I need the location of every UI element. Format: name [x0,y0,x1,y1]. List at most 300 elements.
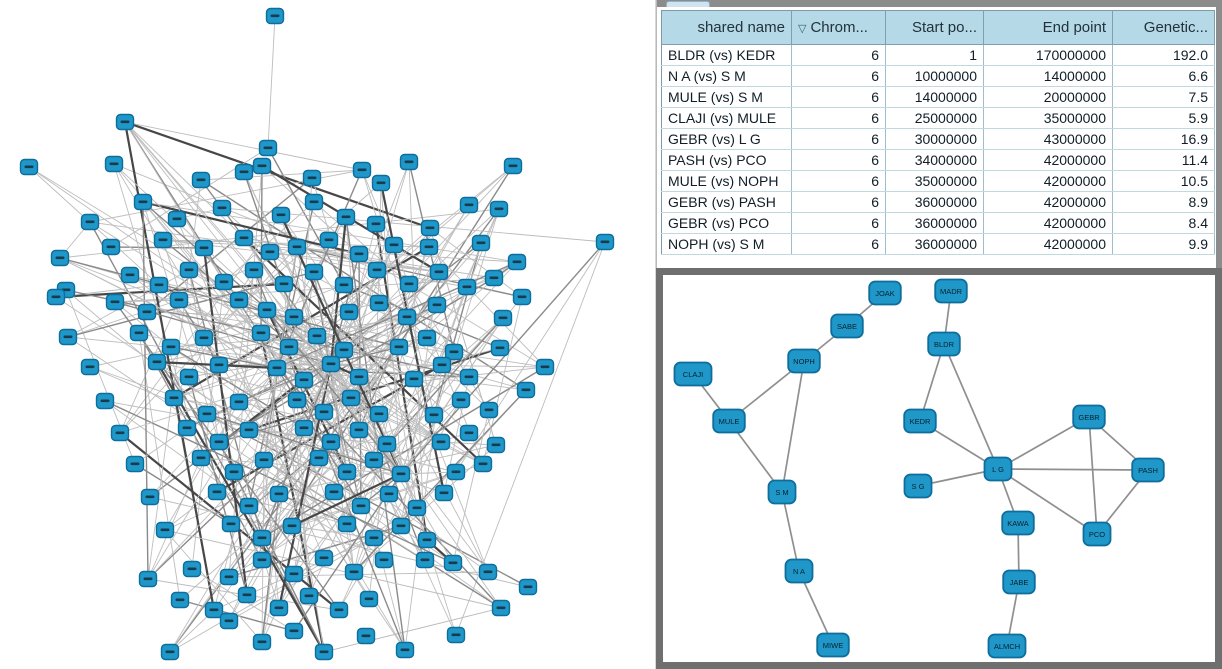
network-node[interactable] [163,340,180,355]
network-node[interactable] [306,195,323,210]
table-cell: GEBR (vs) L G [662,129,792,150]
column-header-chromosome[interactable] [792,11,886,45]
table-row[interactable] [662,171,1215,192]
network-node[interactable] [475,457,492,472]
network-node[interactable] [331,603,348,618]
network-node[interactable] [286,624,303,639]
network-node[interactable] [226,465,243,480]
column-header-end-point[interactable] [984,11,1113,45]
node-label-smudge [335,609,344,612]
network-node[interactable] [106,157,123,172]
network-node[interactable] [284,519,301,534]
network-node[interactable] [368,217,385,232]
network-node[interactable] [421,240,438,255]
network-node-noph[interactable] [788,350,820,373]
network-node[interactable] [386,238,403,253]
network-node[interactable] [236,165,253,180]
table-panel-tab[interactable] [666,1,710,7]
network-node-claji[interactable] [675,363,712,386]
network-node[interactable] [397,643,414,658]
network-node[interactable] [309,329,326,344]
node-label-smudge [300,427,309,430]
network-node-bldr[interactable] [928,333,960,356]
network-node[interactable] [122,268,139,283]
network-node[interactable] [488,438,505,453]
node-label-smudge [383,443,392,446]
network-node[interactable] [211,435,228,450]
network-node[interactable] [196,241,213,256]
network-node[interactable] [326,485,343,500]
network-node[interactable] [481,403,498,418]
node-label-smudge [107,246,116,249]
network-node[interactable] [21,160,38,175]
network-node[interactable] [338,210,355,225]
table-row[interactable] [662,108,1215,129]
network-node[interactable] [231,395,248,410]
node-label-smudge [225,620,234,623]
network-node[interactable] [393,467,410,482]
network-edge [268,16,275,148]
network-node[interactable] [505,159,522,174]
network-node[interactable] [254,635,271,650]
node-label-smudge [362,635,371,638]
network-node[interactable] [351,247,368,262]
node-label-smudge [25,166,34,169]
network-node[interactable] [336,343,353,358]
network-node[interactable] [199,407,216,422]
column-header-shared-name[interactable] [662,11,792,45]
network-node[interactable] [273,208,290,223]
network-node[interactable] [461,426,478,441]
network-node[interactable] [406,372,423,387]
subnetwork-panel[interactable] [656,268,1222,669]
node-label: JOAK [875,288,895,298]
node-label-smudge [372,223,381,226]
network-node[interactable] [262,245,279,260]
network-node-joak[interactable] [869,282,901,305]
table-cell: 5.9 [1113,108,1215,129]
network-node-gebr[interactable] [1073,406,1105,429]
network-node[interactable] [409,501,426,516]
network-node[interactable] [401,155,418,170]
table-row[interactable] [662,66,1215,87]
network-node[interactable] [366,453,383,468]
network-node[interactable] [221,614,238,629]
network-node[interactable] [112,426,129,441]
table-row[interactable] [662,87,1215,108]
network-edge-GEBR-PCO [1089,417,1097,534]
network-node[interactable] [434,358,451,373]
filter-icon[interactable]: ▽ [798,23,807,35]
node-label-smudge [227,523,236,526]
network-node[interactable] [296,373,313,388]
node-label-smudge [477,242,486,245]
network-edge-NOPH-SM [782,361,804,492]
node-label-smudge [522,389,531,392]
edge-attribute-table [661,10,1215,255]
network-node[interactable] [52,251,69,266]
network-node[interactable] [271,601,288,616]
table-row[interactable] [662,150,1215,171]
node-label-smudge [218,207,227,210]
network-node[interactable] [393,519,410,534]
network-node[interactable] [354,163,371,178]
node-label-smudge [213,491,222,494]
network-node[interactable] [339,517,356,532]
network-node[interactable] [155,233,172,248]
network-node[interactable] [492,341,509,356]
network-node[interactable] [223,517,240,532]
network-node[interactable] [172,593,189,608]
network-node[interactable] [181,263,198,278]
network-node[interactable] [316,645,333,660]
network-node[interactable] [209,485,226,500]
network-node[interactable] [48,290,65,305]
node-label-smudge [342,216,351,219]
network-node-n-a[interactable] [786,560,813,583]
table-cell: 6 [792,129,886,150]
network-node[interactable] [422,221,439,236]
network-node[interactable] [254,531,271,546]
network-node[interactable] [371,296,388,311]
network-node[interactable] [461,198,478,213]
network-node-kawa[interactable] [1002,512,1034,535]
node-label-smudge [403,316,412,319]
network-node[interactable] [281,340,298,355]
table-cell: 1 [886,45,984,66]
node-label-smudge [159,239,168,242]
table-cell: 14000000 [886,87,984,108]
network-node[interactable] [493,601,510,616]
node-label-smudge [513,261,522,264]
node-label-smudge [405,161,414,164]
node-label-smudge [497,607,506,610]
table-cell: 36000000 [886,213,984,234]
network-node-jabe[interactable] [1003,571,1035,594]
network-node[interactable] [286,567,303,582]
network-node[interactable] [140,572,157,587]
node-label-smudge [390,244,399,247]
network-node[interactable] [321,233,338,248]
node-label-smudge [377,182,386,185]
network-node[interactable] [445,556,462,571]
network-node[interactable] [343,391,360,406]
network-node[interactable] [151,278,168,293]
network-node[interactable] [169,212,186,227]
network-node[interactable] [271,487,288,502]
table-cell: 6 [792,45,886,66]
table-row[interactable] [662,129,1215,150]
network-node[interactable] [448,465,465,480]
network-node[interactable] [241,423,258,438]
node-label-smudge [257,332,266,335]
network-node[interactable] [254,553,271,568]
network-node[interactable] [246,263,263,278]
network-node[interactable] [276,277,293,292]
network-node[interactable] [253,326,270,341]
table-row[interactable] [662,192,1215,213]
node-label: KEDR [909,416,931,426]
network-node[interactable] [480,565,497,580]
network-node[interactable] [157,523,174,538]
node-label-smudge [315,457,324,460]
network-node[interactable] [193,173,210,188]
node-label-smudge [264,147,273,150]
network-node[interactable] [60,330,77,345]
column-label: Chrom... [810,19,868,36]
network-node[interactable] [597,235,614,250]
network-node[interactable] [419,331,436,346]
node-label-smudge [155,284,164,287]
network-node[interactable] [254,159,271,174]
network-node-madr[interactable] [935,280,967,303]
node-label-smudge [385,493,394,496]
table-row[interactable] [662,45,1215,66]
network-node[interactable] [453,393,470,408]
network-node[interactable] [259,303,276,318]
node-label-smudge [452,471,461,474]
node-label-smudge [320,557,329,560]
node-label: MIWE [822,640,844,650]
network-node[interactable] [117,115,134,130]
network-node[interactable] [433,435,450,450]
network-node[interactable] [381,487,398,502]
network-node[interactable] [391,340,408,355]
network-node[interactable] [373,176,390,191]
node-label-smudge [541,366,550,369]
network-node[interactable] [214,201,231,216]
network-node[interactable] [166,391,183,406]
node-label-smudge [310,201,319,204]
network-node[interactable] [323,435,340,450]
node-label-smudge [288,525,297,528]
network-node[interactable] [495,311,512,326]
node-label: CLAJI [682,369,704,379]
node-label-smudge [492,444,501,447]
network-node[interactable] [82,215,99,230]
node-label: PCO [1088,529,1106,539]
network-node-pash[interactable] [1132,459,1164,482]
network-node[interactable] [260,141,277,156]
node-label-smudge [423,337,432,340]
network-node[interactable] [518,383,535,398]
table-header-row [662,11,1215,45]
node-label-smudge [485,409,494,412]
network-node[interactable] [316,551,333,566]
table-cell: 42000000 [984,150,1113,171]
node-label: MADR [939,286,963,296]
network-node[interactable] [211,358,228,373]
network-node[interactable] [149,355,166,370]
table-cell: 36000000 [886,192,984,213]
network-node[interactable] [236,231,253,246]
network-node[interactable] [399,310,416,325]
table-cell: 35000000 [984,108,1113,129]
network-node[interactable] [323,357,340,372]
table-panel-frame-top [657,0,1222,7]
node-label-smudge [345,311,354,314]
network-node[interactable] [353,499,370,514]
subnetwork-svg [663,275,1215,662]
node-label-smudge [347,397,356,400]
network-node[interactable] [135,195,152,210]
network-node[interactable] [339,465,356,480]
table-cell: PASH (vs) PCO [662,150,792,171]
network-node[interactable] [341,305,358,320]
network-node[interactable] [419,533,436,548]
node-label-smudge [203,413,212,416]
network-node[interactable] [304,171,321,186]
node-label-smudge [435,271,444,274]
network-node[interactable] [181,370,198,385]
column-label: shared name [697,19,785,36]
network-node[interactable] [376,553,393,568]
network-node[interactable] [448,628,465,643]
network-node[interactable] [351,370,368,385]
node-label-smudge [499,317,508,320]
network-node[interactable] [289,240,306,255]
node-label-smudge [64,336,73,339]
network-node[interactable] [369,263,386,278]
table-cell: 6 [792,234,886,255]
network-node[interactable] [289,393,306,408]
network-node[interactable] [316,405,333,420]
node-label: S G [911,481,925,491]
table-cell: 10.5 [1113,171,1215,192]
network-node[interactable] [431,265,448,280]
table-cell: 9.9 [1113,234,1215,255]
network-node[interactable] [401,277,418,292]
node-label-smudge [465,204,474,207]
node-label-smudge [397,525,406,528]
network-node[interactable] [241,499,258,514]
network-node[interactable] [491,202,508,217]
network-node[interactable] [336,278,353,293]
network-node[interactable] [296,421,313,436]
node-label-smudge [197,457,206,460]
node-label-smudge [437,441,446,444]
node-label-smudge [126,274,135,277]
node-label-smudge [185,376,194,379]
network-node[interactable] [231,293,248,308]
network-node[interactable] [221,570,238,585]
network-node[interactable] [473,236,490,251]
network-node[interactable] [131,326,148,341]
node-label-smudge [273,367,282,370]
network-node[interactable] [351,423,368,438]
network-node[interactable] [509,255,526,270]
table-cell: 42000000 [984,234,1113,255]
node-label-smudge [121,121,130,124]
network-node[interactable] [97,394,114,409]
table-row[interactable] [662,213,1215,234]
table-cell: CLAJI (vs) MULE [662,108,792,129]
table-row[interactable] [662,234,1215,255]
network-node[interactable] [107,295,124,310]
network-node-s-g[interactable] [905,475,932,498]
network-node-almch[interactable] [989,635,1026,658]
network-node[interactable] [196,331,213,346]
network-node[interactable] [286,310,303,325]
network-node[interactable] [82,360,99,375]
network-node[interactable] [461,370,478,385]
table-cell: GEBR (vs) PCO [662,213,792,234]
network-node[interactable] [206,603,223,618]
network-node[interactable] [537,360,554,375]
network-node[interactable] [171,293,188,308]
network-node-s-m[interactable] [769,481,796,504]
network-node[interactable] [514,290,531,305]
network-node[interactable] [417,553,434,568]
table-cell: MULE (vs) S M [662,87,792,108]
network-node[interactable] [267,9,284,24]
column-header-genetic[interactable] [1113,11,1215,45]
network-node[interactable] [486,271,503,286]
node-label-smudge [153,361,162,364]
network-node[interactable] [366,531,383,546]
node-label-smudge [430,414,439,417]
network-node[interactable] [103,240,120,255]
network-node[interactable] [179,421,196,436]
network-node[interactable] [139,305,156,320]
network-node[interactable] [426,408,443,423]
network-node[interactable] [436,486,453,501]
network-node[interactable] [301,589,318,604]
network-node[interactable] [256,453,273,468]
node-label-smudge [355,429,364,432]
column-header-start-position[interactable] [886,11,984,45]
network-node-pco[interactable] [1084,523,1111,546]
node-label-smudge [258,559,267,562]
network-node[interactable] [142,490,159,505]
network-node-mule[interactable] [713,410,745,433]
node-label: ALMCH [993,641,1021,651]
node-label: L G [992,464,1004,474]
network-node[interactable] [127,457,144,472]
network-node[interactable] [239,588,256,603]
network-node[interactable] [193,451,210,466]
node-label-smudge [375,302,384,305]
network-node[interactable] [346,565,363,580]
network-node[interactable] [358,629,375,644]
network-node[interactable] [379,437,396,452]
network-node[interactable] [162,645,179,660]
network-node[interactable] [306,265,323,280]
network-node[interactable] [429,298,446,313]
node-label-smudge [290,316,299,319]
network-node-sabe[interactable] [831,315,863,338]
table-cell: 42000000 [984,171,1113,192]
column-label: End point [1042,19,1106,36]
network-node-miwe[interactable] [817,634,849,657]
network-node[interactable] [520,580,537,595]
network-node[interactable] [361,592,378,607]
network-node[interactable] [311,451,328,466]
node-label-smudge [401,649,410,652]
table-cell: 43000000 [984,129,1113,150]
network-node-kedr[interactable] [904,410,936,433]
network-node[interactable] [216,275,233,290]
network-node[interactable] [269,361,286,376]
table-panel [656,0,1222,268]
network-node[interactable] [371,407,388,422]
table-cell: 6 [792,192,886,213]
network-node[interactable] [459,280,476,295]
node-label-smudge [293,399,302,402]
network-node-l-g[interactable] [985,458,1012,481]
network-node[interactable] [184,562,201,577]
node-label-smudge [146,496,155,499]
